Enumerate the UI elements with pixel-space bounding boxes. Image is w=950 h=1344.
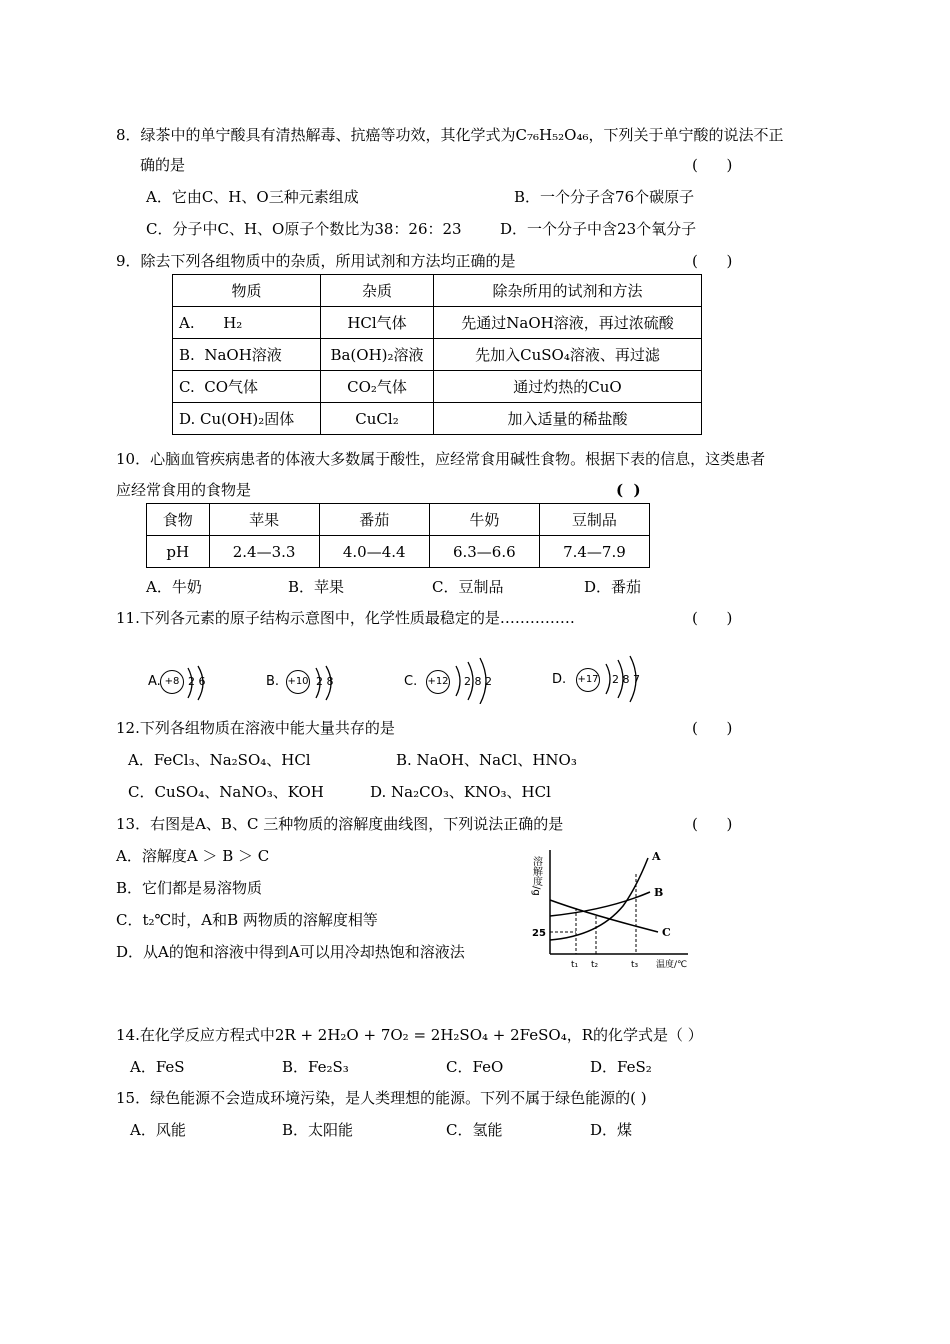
- q10-cell: 4.0—4.4: [319, 536, 429, 568]
- q10-stem-line1: 10．心脑血管疾病患者的体液大多数属于酸性，应经常食用碱性食物。根据下表的信息，这类患者: [116, 450, 766, 468]
- q8-option-d: D．一个分子中含23个氧分子: [500, 220, 697, 238]
- q15-stem: 15．绿色能源不会造成环境污染，是人类理想的能源。下列不属于绿色能源的( ): [116, 1089, 647, 1107]
- q13-option-b: B．它们都是易溶物质: [116, 879, 263, 897]
- q10-cell: 番茄: [319, 504, 429, 536]
- q9-cell: 通过灼热的CuO: [434, 371, 702, 403]
- curve-c: [550, 900, 658, 932]
- q10-option-b: B．苹果: [288, 578, 345, 596]
- atom-label: D.: [552, 672, 567, 687]
- q10-cell: 苹果: [209, 504, 319, 536]
- x-axis-label: 温度/℃: [656, 960, 688, 970]
- x-tick-t1: t₁: [571, 960, 579, 970]
- atom-shells: 2 6: [188, 675, 206, 688]
- q9-header-cell: 杂质: [321, 275, 434, 307]
- q9-header-cell: 物质: [173, 275, 321, 307]
- curve-label-b: B: [654, 886, 664, 899]
- q10-option-c: C．豆制品: [432, 578, 504, 596]
- atom-nucleus: +17: [576, 668, 600, 692]
- q9-cell: D. Cu(OH)₂固体: [173, 403, 321, 435]
- q14-option-a: A．FeS: [130, 1058, 185, 1076]
- table-row: [173, 339, 702, 371]
- q8-answer-paren: ( ): [692, 156, 733, 174]
- q9-cell: HCl气体: [321, 307, 434, 339]
- q12-option-d: D. Na₂CO₃、KNO₃、HCl: [370, 783, 551, 801]
- q9-cell: A. H₂: [173, 307, 321, 339]
- q14-option-d: D．FeS₂: [590, 1058, 652, 1076]
- q9-cell: 加入适量的稀盐酸: [434, 403, 702, 435]
- atom-diagram-a: [148, 660, 228, 704]
- q8-stem-line1: 8．绿茶中的单宁酸具有清热解毒、抗癌等功效，其化学式为C₇₆H₅₂O₄₆，下列关于单宁酸的说法不正: [116, 126, 784, 144]
- q9-header-cell: 除杂所用的试剂和方法: [434, 275, 702, 307]
- q10-answer-paren: ( ): [616, 481, 641, 499]
- q15-option-d: D．煤: [590, 1121, 633, 1139]
- q9-cell: B. NaOH溶液: [173, 339, 321, 371]
- table-row: [147, 536, 650, 568]
- table-row: [173, 371, 702, 403]
- q12-option-b: B. NaOH、NaCl、HNO₃: [396, 751, 577, 769]
- x-tick-t2: t₂: [591, 960, 599, 970]
- atom-nucleus: +10: [286, 670, 310, 694]
- q12-option-c: C．CuSO₄、NaNO₃、KOH: [128, 783, 324, 801]
- q13-option-a: A．溶解度A ＞ B ＞ C: [116, 847, 270, 865]
- q15-option-a: A．风能: [130, 1121, 186, 1139]
- curve-label-c: C: [662, 926, 671, 939]
- atom-shells: 2 8 7: [612, 673, 640, 686]
- table-row: [173, 403, 702, 435]
- q12-stem: 12.下列各组物质在溶液中能大量共存的是: [116, 719, 395, 737]
- atom-nucleus: +12: [426, 670, 450, 694]
- q13-option-d: D．从A的饱和溶液中得到A可以用冷却热饱和溶液法: [116, 943, 465, 961]
- atom-diagram-d: [552, 654, 652, 704]
- q10-stem-line2: 应经常食用的食物是: [116, 481, 252, 499]
- q8-option-a: A．它由C、H、O三种元素组成: [146, 188, 359, 206]
- q15-option-b: B．太阳能: [282, 1121, 354, 1139]
- atom-label: A.: [148, 674, 161, 689]
- q11-answer-paren: ( ): [692, 609, 733, 627]
- q10-cell: 豆制品: [539, 504, 649, 536]
- atom-nucleus: +8: [160, 670, 184, 694]
- x-tick-t3: t₃: [631, 960, 639, 970]
- q14-option-b: B．Fe₂S₃: [282, 1058, 349, 1076]
- q14-option-c: C．FeO: [446, 1058, 504, 1076]
- curve-b: [550, 892, 650, 916]
- q9-cell: Ba(OH)₂溶液: [321, 339, 434, 371]
- q13-answer-paren: ( ): [692, 815, 733, 833]
- q10-cell: 6.3—6.6: [429, 536, 539, 568]
- q9-table-header: [173, 275, 702, 307]
- q10-cell: 2.4—3.3: [209, 536, 319, 568]
- q10-cell: pH: [147, 536, 210, 568]
- q9-answer-paren: ( ): [692, 252, 733, 270]
- q9-cell: C. CO气体: [173, 371, 321, 403]
- q12-answer-paren: ( ): [692, 719, 733, 737]
- q9-cell: 先通过NaOH溶液，再过浓硫酸: [434, 307, 702, 339]
- curve-label-a: A: [652, 850, 661, 863]
- q10-table: [146, 503, 650, 568]
- y-axis-label: 溶解度/g: [530, 856, 542, 896]
- q10-cell: 7.4—7.9: [539, 536, 649, 568]
- atom-label: B.: [266, 674, 280, 689]
- q12-option-a: A．FeCl₃、Na₂SO₄、HCl: [128, 751, 311, 769]
- solubility-graph: [528, 844, 708, 974]
- q8-option-b: B．一个分子含76个碳原子: [514, 188, 695, 206]
- q13-option-c: C．t₂℃时，A和B 两物质的溶解度相等: [116, 911, 378, 929]
- y-tick-25: 25: [532, 928, 546, 939]
- q10-cell: 食物: [147, 504, 210, 536]
- q9-cell: 先加入CuSO₄溶液、再过滤: [434, 339, 702, 371]
- table-row: [173, 307, 702, 339]
- q10-option-d: D．番茄: [584, 578, 642, 596]
- atom-label: C.: [404, 674, 418, 689]
- q11-stem: 11.下列各元素的原子结构示意图中，化学性质最稳定的是……………: [116, 609, 575, 627]
- q8-option-c: C．分子中C、H、O原子个数比为38：26：23: [146, 220, 462, 238]
- atom-shells: 2 8 2: [464, 675, 492, 688]
- q10-cell: 牛奶: [429, 504, 539, 536]
- atom-shells: 2 8: [316, 675, 334, 688]
- q9-stem: 9．除去下列各组物质中的杂质，所用试剂和方法均正确的是: [116, 252, 516, 270]
- q9-table: [172, 274, 702, 435]
- q13-stem: 13．右图是A、B、C 三种物质的溶解度曲线图，下列说法正确的是: [116, 815, 564, 833]
- table-row: [147, 504, 650, 536]
- q8-stem-line2: 确的是: [140, 156, 186, 174]
- q14-stem: 14.在化学反应方程式中2R + 2H₂O + 7O₂ = 2H₂SO₄ + 2FeSO₄，R的化学式是（ ）: [116, 1026, 703, 1044]
- q10-option-a: A．牛奶: [146, 578, 202, 596]
- q9-cell: CO₂气体: [321, 371, 434, 403]
- q15-option-c: C．氢能: [446, 1121, 503, 1139]
- atom-diagram-b: [266, 660, 356, 704]
- q9-cell: CuCl₂: [321, 403, 434, 435]
- atom-diagram-c: [404, 656, 504, 704]
